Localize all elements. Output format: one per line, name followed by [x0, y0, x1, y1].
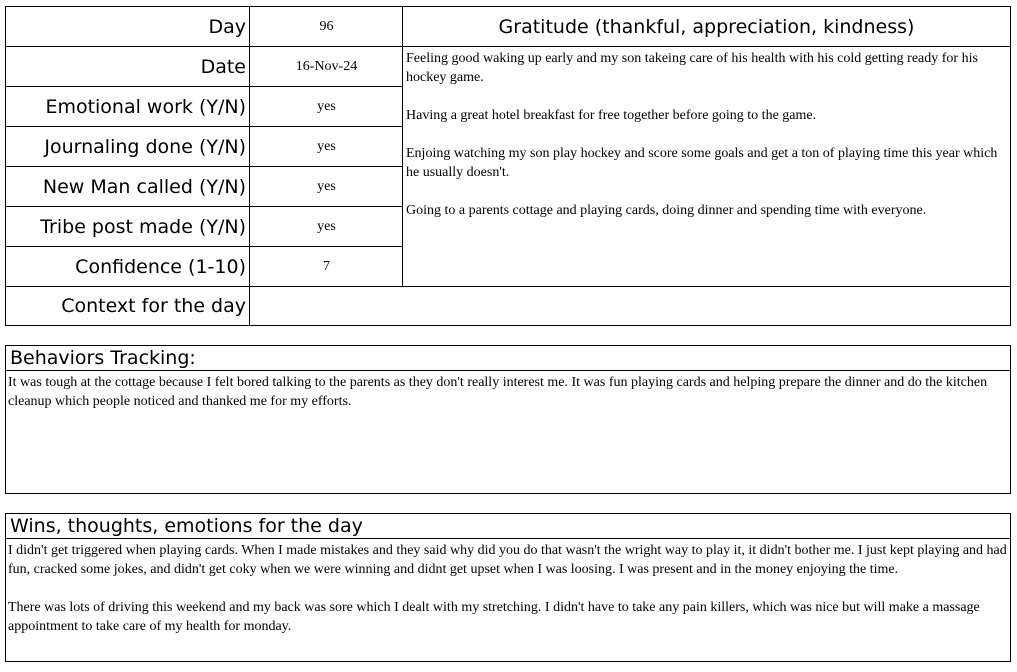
tribe-post-label: Tribe post made (Y/N) [6, 207, 250, 247]
date-label: Date [6, 47, 250, 87]
emotional-work-value[interactable]: yes [250, 87, 403, 127]
gratitude-text[interactable] [403, 47, 1010, 287]
behaviors-text[interactable] [6, 371, 1010, 413]
wins-paragraph: There was lots of driving this weekend and my back was sore which I dealt with my stretching. I didn't have to take any pain killers, which was nice but will make a massage appointment to take care of my health for monday. [8, 600, 980, 634]
gratitude-title: Gratitude (thankful, appreciation, kindness) [403, 7, 1010, 47]
wins-section [5, 513, 1011, 662]
new-man-called-value[interactable]: yes [250, 167, 403, 207]
date-value[interactable]: 16-Nov-24 [250, 47, 403, 87]
tribe-post-value[interactable]: yes [250, 207, 403, 247]
daily-tracker-table [5, 6, 1011, 326]
new-man-called-label: New Man called (Y/N) [6, 167, 250, 207]
day-value[interactable]: 96 [250, 7, 403, 47]
wins-paragraph: I didn't get triggered when playing cards. When I made mistakes and they said why did you do that wasn't the wright way to play it, it didn't bother me. I just kept playing and had fun, cracked some jokes, and didn't get coky when we were winning and didnt get upset when I was loosing. I was present and in the money enjoying the time. [8, 543, 1007, 577]
behaviors-section [5, 345, 1011, 494]
gratitude-paragraph: Having a great hotel breakfast for free together before going to the game. [406, 108, 817, 123]
behaviors-title: Behaviors Tracking: [6, 346, 1010, 371]
confidence-value[interactable]: 7 [250, 247, 403, 287]
gratitude-paragraph: Enjoing watching my son play hockey and score some goals and get a ton of playing time this year which he usually doesn't. [406, 146, 998, 180]
wins-title: Wins, thoughts, emotions for the day [6, 514, 1010, 539]
emotional-work-label: Emotional work (Y/N) [6, 87, 250, 127]
journaling-label: Journaling done (Y/N) [6, 127, 250, 167]
journaling-value[interactable]: yes [250, 127, 403, 167]
behaviors-paragraph: It was tough at the cottage because I felt bored talking to the parents as they don't really interest me. It was fun playing cards and helping prepare the dinner and do the kitchen cleanup which people noticed and thanked me for my efforts. [8, 375, 988, 409]
gratitude-paragraph: Feeling good waking up early and my son takeing care of his health with his cold getting ready for his hockey game. [406, 51, 978, 85]
gratitude-paragraph: Going to a parents cottage and playing cards, doing dinner and spending time with everyone. [406, 203, 927, 218]
context-label: Context for the day [61, 295, 246, 317]
context-value[interactable] [250, 287, 1010, 325]
confidence-label: Confidence (1-10) [6, 247, 250, 287]
wins-text[interactable] [6, 539, 1010, 638]
day-label: Day [6, 7, 250, 47]
